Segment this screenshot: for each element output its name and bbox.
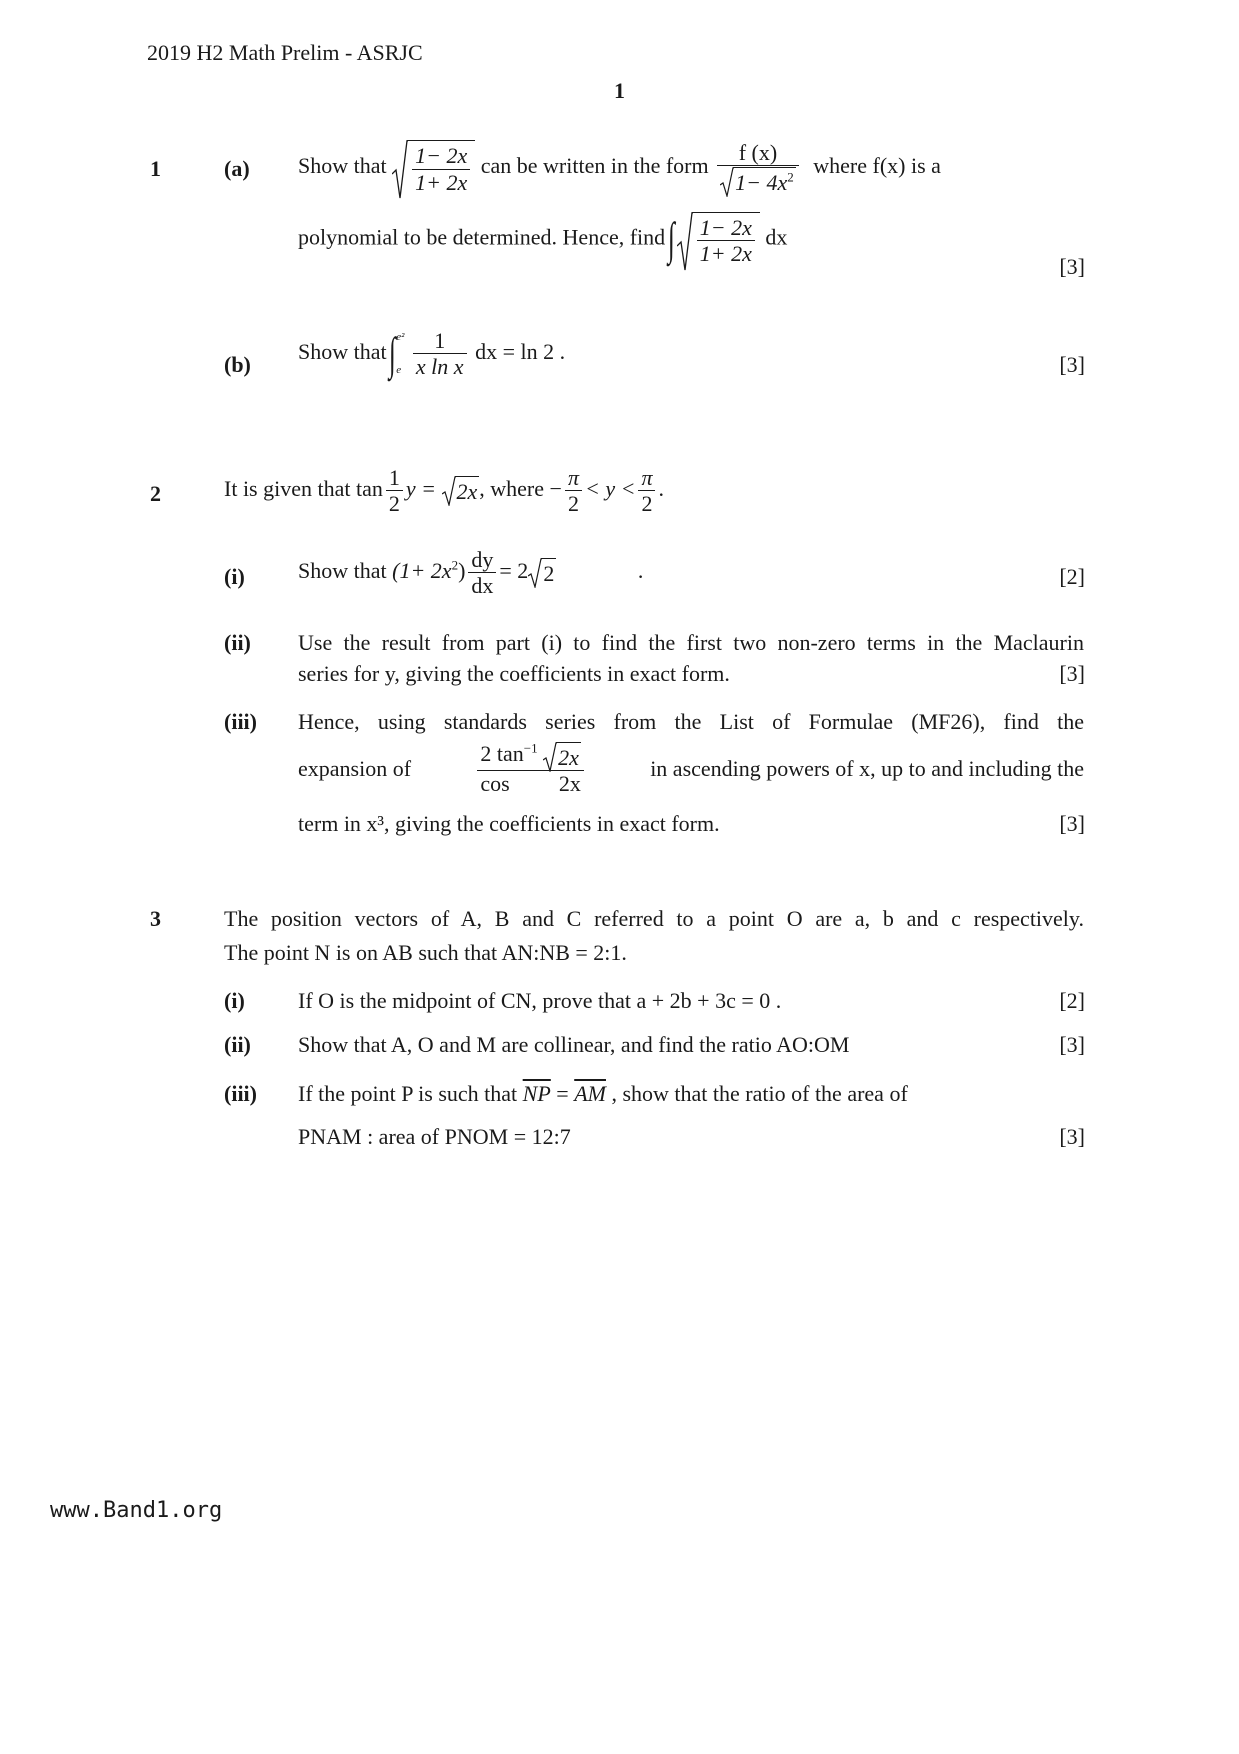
radical-icon xyxy=(543,742,557,772)
q3iii-marks: [3] xyxy=(1059,1124,1085,1149)
question-1-number: 1 xyxy=(150,156,161,181)
q3i-label: (i) xyxy=(224,988,245,1013)
q2iii-label: (iii) xyxy=(224,709,257,734)
radical-icon xyxy=(392,140,408,200)
q2iii-marks: [3] xyxy=(1059,811,1085,836)
q3ii-marks: [3] xyxy=(1059,1032,1085,1057)
q2iii-line1: Hence, using standards series from the List of Formulae (MF26), find the xyxy=(298,709,1084,734)
radical-icon xyxy=(528,558,542,588)
document-header: 2019 H2 Math Prelim - ASRJC xyxy=(147,40,423,65)
q2i-label: (i) xyxy=(224,564,245,589)
q1a-line2: polynomial to be determined. Hence, find ∫ $\frac{1- 2x}{1+ 2x}$ dx xyxy=(298,212,787,267)
q2iii-line2: expansion of 2 $\tan^{-1}$ 2x cos 2x in ascending powers of x, up to and including the xyxy=(298,740,1084,797)
vector-np: $\overline{NP}$ xyxy=(522,1081,551,1106)
q2ii-marks: [3] xyxy=(1059,661,1085,686)
q3i-marks: [2] xyxy=(1059,988,1085,1013)
q2i-line: Show that $(1+ 2x^2)$ $\frac{dy}{dx}$ = 2 2 . xyxy=(298,547,644,599)
page-number: 1 xyxy=(614,78,625,103)
question-3-number: 3 xyxy=(150,906,161,931)
q2iii-line3: term in x³, giving the coefficients in exact form. xyxy=(298,811,720,836)
q2ii-line1: Use the result from part (i) to find the first two non-zero terms in the Maclaurin xyxy=(298,630,1084,655)
q2i-marks: [2] xyxy=(1059,564,1085,589)
q1b-marks: [3] xyxy=(1059,352,1085,377)
q1b-label: (b) xyxy=(224,352,251,377)
q3iii-line2: PNAM : area of PNOM = 12:7 xyxy=(298,1124,571,1149)
q1b-line: Show that ∫ e² e $\frac{1}{\text{x ln x}}$ dx = ln 2 . xyxy=(298,327,566,380)
radical-icon xyxy=(442,476,456,506)
q1a-label: (a) xyxy=(224,156,250,181)
q3i-text: If O is the midpoint of CN, prove that a + 2b + 3c = 0 . xyxy=(298,988,782,1013)
q3-intro-line2: The point N is on AB such that AN:NB = 2:1. xyxy=(224,940,627,965)
radical-icon xyxy=(677,212,693,272)
q3ii-label: (ii) xyxy=(224,1032,251,1057)
footer-website: www.Band1.org xyxy=(50,1498,223,1523)
q3iii-line1: If the point P is such that $\overline{NP} = \overline{AM}$ , show that the ratio of the area of xyxy=(298,1081,908,1106)
fx-fraction: $\frac{f (x)}{1- 4x^2}$ xyxy=(717,140,799,195)
q2ii-line2: series for y, giving the coefficients in exact form. xyxy=(298,661,730,686)
q2ii-label: (ii) xyxy=(224,630,251,655)
radical-icon xyxy=(720,167,734,197)
q2-intro: It is given that tan $\frac{1}{2}$ y = 2x, where − $\frac{\pi}{2}$ < y < $\frac{\pi}{2}$ . xyxy=(224,465,664,517)
integral-icon: ∫ xyxy=(388,327,396,379)
sqrt-fraction: $\frac{1- 2x}{1+ 2x}$ xyxy=(392,140,475,195)
question-2-number: 2 xyxy=(150,481,161,506)
q1a-line1: Show that $\frac{1- 2x}{1+ 2x}$ can be written in the form $\frac{f (x)}{1- 4x^2}$ where f(x) is a xyxy=(298,140,941,195)
q3iii-label: (iii) xyxy=(224,1081,257,1106)
q1a-marks: [3] xyxy=(1059,254,1085,279)
q3ii-text: Show that A, O and M are collinear, and find the ratio AO:OM xyxy=(298,1032,850,1057)
q3-intro-line1: The position vectors of A, B and C referred to a point O are a, b and c respectively. xyxy=(224,906,1084,931)
vector-am: $\overline{AM}$ xyxy=(574,1081,606,1106)
tan-inverse-fraction: 2 $\tan^{-1}$ 2x cos 2x xyxy=(477,741,584,796)
integral-icon: ∫ xyxy=(667,213,675,265)
